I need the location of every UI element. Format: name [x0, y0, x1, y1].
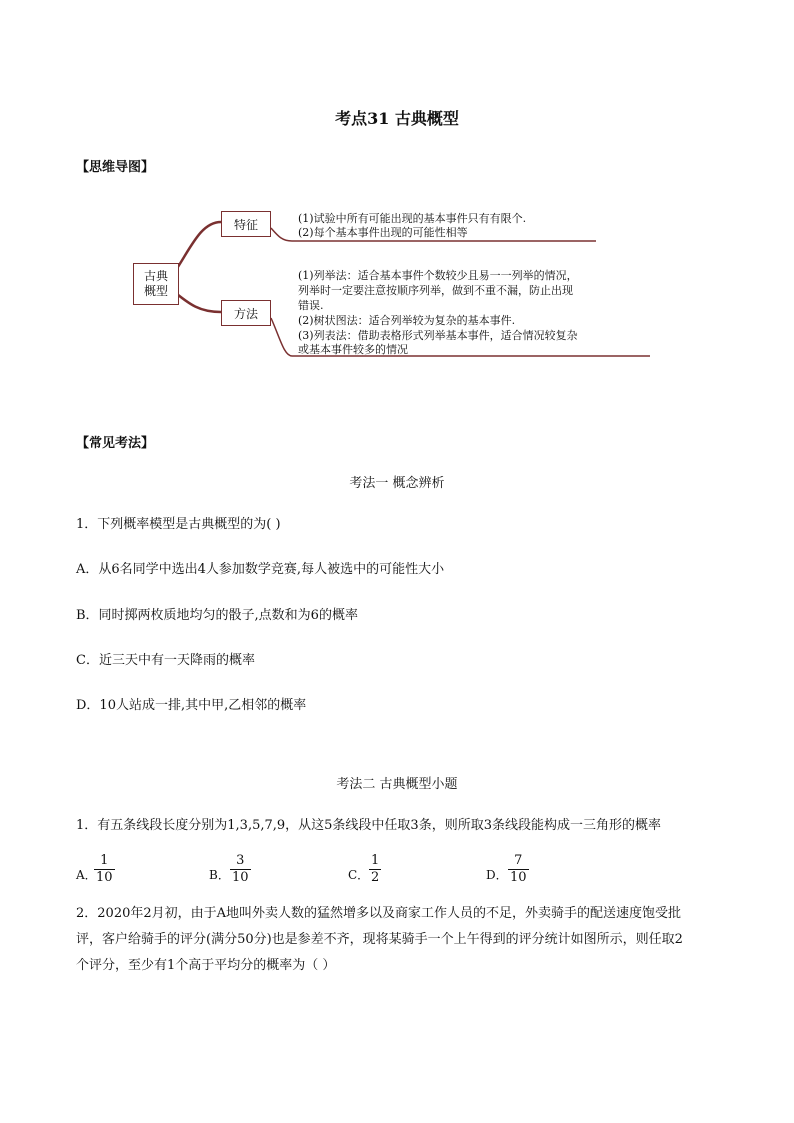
method1-question: 1．下列概率模型是古典概型的为( ): [76, 517, 281, 532]
mindmap-root: 古典 概型: [133, 263, 179, 305]
mindmap-branch-features: 特征: [221, 211, 271, 237]
q1-option-a-fraction: [94, 853, 115, 886]
methods-line-4: (2)树状图法：适合列举较为复杂的基本事件.: [298, 314, 516, 327]
method2-heading: 考法二 古典概型小题: [336, 777, 458, 792]
methods-line-1: (1)列举法：适合基本事件个数较少且易一一列举的情况，: [298, 269, 578, 282]
q1-option-a-den: 10: [96, 870, 113, 885]
exam-heading: 【常见考法】: [76, 436, 155, 451]
method1-option-a: A．从6名同学中选出4人参加数学竞赛,每人被选中的可能性大小: [76, 562, 445, 577]
method1-option-c: C．近三天中有一天降雨的概率: [76, 653, 255, 668]
method2-q1: 1．有五条线段长度分别为1,3,5,7,9，从这5条线段中任取3条，则所取3条线段能构成一三角形的概率: [76, 818, 661, 833]
q1-option-b-den: 10: [232, 870, 249, 885]
q1-option-d-letter: D．: [486, 868, 508, 882]
method1-option-d: D．10人站成一排,其中甲,乙相邻的概率: [76, 698, 307, 713]
q1-option-b-num: 3: [236, 853, 245, 868]
methods-line-2: 列举时一定要注意按顺序列举，做到不重不漏，防止出现: [298, 284, 573, 297]
q1-option-c-fraction: [369, 853, 381, 886]
q1-option-a-letter: A．: [76, 868, 97, 882]
q1-option-d-fraction: [508, 853, 529, 886]
q1-option-c-letter: C．: [348, 868, 370, 882]
method1-heading: 考法一 概念辨析: [349, 476, 445, 491]
method2-q2-line-1: 2．2020年2月初，由于A地叫外卖人数的猛然增多以及商家工作人员的不足，外卖骑手的配送速度饱受批: [76, 906, 682, 921]
q1-option-b-letter: B．: [209, 868, 230, 882]
page-title: 考点31 古典概型: [335, 109, 459, 128]
methods-line-5: (3)列表法：借助表格形式列举基本事件，适合情况较复杂: [298, 329, 578, 342]
method2-q2-line-3: 个评分，至少有1个高于平均分的概率为（ ）: [76, 958, 336, 973]
methods-line-6: 或基本事件较多的情况: [298, 343, 408, 356]
mindmap-branch-methods: 方法: [221, 300, 271, 326]
q1-option-c-den: 2: [371, 870, 380, 885]
q1-option-d-den: 10: [510, 870, 527, 885]
methods-line-3: 错误.: [298, 299, 324, 312]
features-line-2: (2)每个基本事件出现的可能性相等: [298, 226, 468, 239]
mindmap-heading: 【思维导图】: [76, 160, 155, 175]
features-line-1: (1)试验中所有可能出现的基本事件只有有限个.: [298, 212, 527, 225]
method1-option-b: B．同时掷两枚质地均匀的骰子,点数和为6的概率: [76, 608, 358, 623]
q1-option-a-num: 1: [100, 853, 109, 868]
q1-option-c-num: 1: [371, 853, 380, 868]
method2-q2-line-2: 评，客户给骑手的评分(满分50分)也是参差不齐，现将某骑手一个上午得到的评分统计如图所示，则任取2: [76, 932, 683, 947]
q1-option-b-fraction: [230, 853, 251, 886]
q1-option-d-num: 7: [514, 853, 523, 868]
